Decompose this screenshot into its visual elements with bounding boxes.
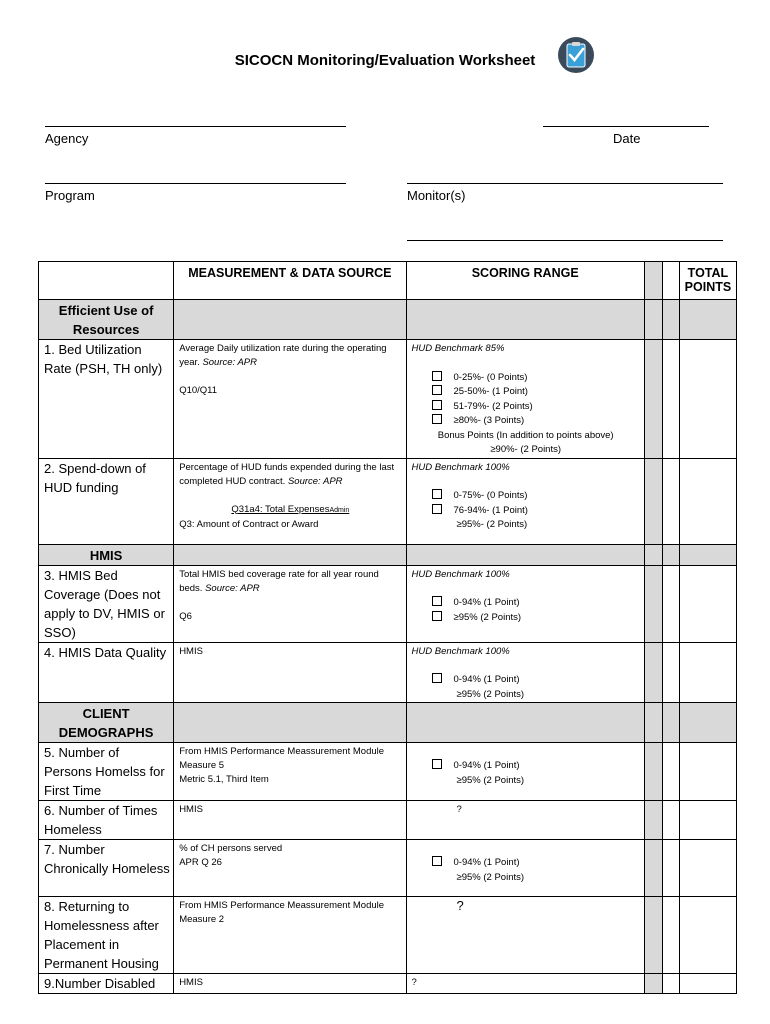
criterion-spend-down: 2. Spend-down of HUD funding	[39, 458, 174, 544]
score-option[interactable]: 0-94% (1 Point)	[412, 856, 640, 871]
score-option[interactable]: 0-94% (1 Point)	[412, 673, 640, 688]
score-cell	[406, 974, 644, 994]
score-cell	[406, 897, 644, 974]
criterion-hmis-data-quality: 4. HMIS Data Quality	[39, 642, 174, 703]
monitors-label: Monitor(s)	[407, 188, 466, 203]
measure-text: HMIS	[179, 645, 203, 657]
checkbox-icon	[432, 504, 442, 514]
date-line[interactable]	[543, 126, 709, 127]
measure-line: % of CH persons served	[179, 843, 283, 854]
score-option[interactable]: ≥95% (2 Points)	[412, 611, 640, 626]
scoring-header: SCORING RANGE	[406, 262, 644, 300]
bonus-text: Bonus Points (In addition to points above)	[437, 429, 614, 441]
criterion-bed-utilization: 1. Bed Utilization Rate (PSH, TH only)	[39, 340, 174, 459]
monitor-line-1[interactable]	[407, 183, 723, 184]
formula-numerator: Q31a4: Total ExpensesAdmin	[231, 503, 350, 515]
criterion-first-time-homeless: 5. Number of Persons Homelss for First Time	[39, 743, 174, 801]
table-row	[39, 897, 737, 974]
program-line[interactable]	[45, 183, 346, 184]
measure-text: HMIS	[179, 977, 203, 988]
measure-text: Total HMIS bed coverage rate for all year round beds.	[179, 568, 379, 594]
spacer-cell	[662, 262, 679, 300]
measure-cell	[174, 840, 406, 897]
table-row	[39, 642, 737, 703]
score-unknown: ?	[456, 898, 464, 913]
benchmark: HUD Benchmark 100%	[411, 645, 510, 657]
table-row	[39, 565, 737, 642]
benchmark: HUD Benchmark 85%	[411, 343, 505, 354]
criterion-times-homeless: 6. Number of Times Homeless	[39, 801, 174, 840]
measure-line: From HMIS Performance Meassurement Module	[179, 900, 385, 911]
table-row	[39, 458, 737, 544]
measure-cell	[174, 801, 406, 840]
total-points-cell[interactable]	[679, 743, 736, 801]
criterion-chronically-homeless: 7. Number Chronically Homeless	[39, 840, 174, 897]
agency-label: Agency	[45, 131, 89, 146]
score-option[interactable]: 0-94% (1 Point)	[412, 596, 640, 611]
page-title: SICOCN Monitoring/Evaluation Worksheet	[234, 52, 536, 69]
worksheet-table	[38, 261, 737, 994]
blank-header-cell	[39, 262, 174, 300]
score-cell	[406, 840, 644, 897]
spacer-cell	[644, 262, 662, 300]
score-cell	[406, 743, 644, 801]
checkbox-icon	[432, 611, 442, 621]
total-points-header: TOTAL POINTS	[679, 262, 736, 300]
checkbox-icon	[432, 759, 442, 769]
total-points-cell[interactable]	[679, 340, 736, 459]
criterion-hmis-bed-coverage: 3. HMIS Bed Coverage (Does not apply to DV, HMIS or SSO)	[39, 565, 174, 642]
measure-text: Average Daily utilization rate during the operating year.	[179, 343, 387, 368]
checkbox-icon	[432, 856, 442, 866]
measure-question: Q6	[179, 610, 192, 622]
measure-line: Measure 5	[179, 760, 225, 771]
score-unknown: ?	[456, 804, 462, 815]
total-points-cell[interactable]	[679, 801, 736, 840]
section-hmis: HMIS	[39, 544, 174, 565]
formula-denominator: Q3: Amount of Contract or Award	[179, 518, 319, 530]
measure-cell	[174, 565, 406, 642]
program-label: Program	[45, 188, 95, 203]
score-cell	[406, 565, 644, 642]
measure-cell	[174, 642, 406, 703]
benchmark: HUD Benchmark 100%	[411, 568, 510, 580]
score-option[interactable]: 0-25%- (0 Points)	[412, 371, 640, 386]
score-option-text: ≥95% (2 Points)	[456, 871, 525, 883]
table-row	[39, 974, 737, 994]
clipboard-check-icon	[557, 36, 595, 74]
criterion-returning-to-homelessness: 8. Returning to Homelessness after Placement in Permanent Housing	[39, 897, 174, 974]
score-unknown: ?	[411, 977, 417, 988]
score-option[interactable]: 76-94%- (1 Point)	[412, 504, 640, 519]
score-option[interactable]: 51-79%- (2 Points)	[412, 400, 640, 415]
header-row	[39, 262, 737, 300]
score-option-text: ≥95% (2 Points)	[456, 688, 525, 700]
checkbox-icon	[432, 371, 442, 381]
measure-question: Q10/Q11	[179, 385, 218, 396]
measure-source: Source: APR	[287, 475, 343, 487]
criterion-number-disabled: 9.Number Disabled	[39, 974, 174, 994]
table-row	[39, 801, 737, 840]
score-cell	[406, 458, 644, 544]
score-option[interactable]: 0-94% (1 Point)	[412, 759, 640, 774]
bonus-option: ≥90%- (2 Points)	[490, 444, 562, 455]
table-row	[39, 840, 737, 897]
measure-cell	[174, 458, 406, 544]
measure-line: APR Q 26	[179, 857, 222, 868]
measure-text: Percentage of HUD funds expended during the last completed HUD contract.	[179, 461, 395, 487]
measure-text: HMIS	[179, 804, 203, 815]
score-option-text: ≥95% (2 Points)	[456, 774, 525, 786]
date-label: Date	[613, 131, 641, 146]
measurement-header: MEASUREMENT & DATA SOURCE	[174, 262, 406, 300]
section-row	[39, 703, 737, 743]
measure-cell	[174, 897, 406, 974]
measure-line: Metric 5.1, Third Item	[179, 774, 269, 785]
checkbox-icon	[432, 489, 442, 499]
table-row	[39, 340, 737, 459]
total-points-cell[interactable]	[679, 840, 736, 897]
measure-source: Source: APR	[202, 357, 257, 368]
section-efficient: Efficient Use of Resources	[39, 300, 174, 340]
measure-line: From HMIS Performance Meassurement Module	[179, 746, 385, 757]
checkbox-icon	[432, 414, 442, 424]
total-points-cell[interactable]	[679, 565, 736, 642]
checkbox-icon	[432, 596, 442, 606]
table-row	[39, 743, 737, 801]
measure-cell	[174, 974, 406, 994]
measure-cell	[174, 340, 406, 459]
total-points-cell[interactable]	[679, 897, 736, 974]
checkbox-icon	[432, 673, 442, 683]
measure-cell	[174, 743, 406, 801]
score-option[interactable]: ≥80%- (3 Points)	[412, 414, 640, 429]
score-option[interactable]: 25-50%- (1 Point)	[412, 385, 640, 400]
benchmark: HUD Benchmark 100%	[411, 461, 510, 473]
score-option[interactable]: 0-75%- (0 Points)	[412, 489, 640, 504]
section-row	[39, 300, 737, 340]
score-cell	[406, 801, 644, 840]
measure-line: Measure 2	[179, 914, 225, 925]
total-points-cell[interactable]	[679, 642, 736, 703]
total-points-cell[interactable]	[679, 974, 736, 994]
monitor-line-2[interactable]	[407, 240, 723, 241]
measure-source: Source: APR	[205, 582, 260, 594]
agency-line[interactable]	[45, 126, 346, 127]
section-row	[39, 544, 737, 565]
score-cell	[406, 642, 644, 703]
section-client-demographs: CLIENT DEMOGRAPHS	[39, 703, 174, 743]
score-option-text: ≥95%- (2 Points)	[456, 519, 528, 530]
checkbox-icon	[432, 385, 442, 395]
total-points-cell[interactable]	[679, 458, 736, 544]
score-cell	[406, 340, 644, 459]
checkbox-icon	[432, 400, 442, 410]
